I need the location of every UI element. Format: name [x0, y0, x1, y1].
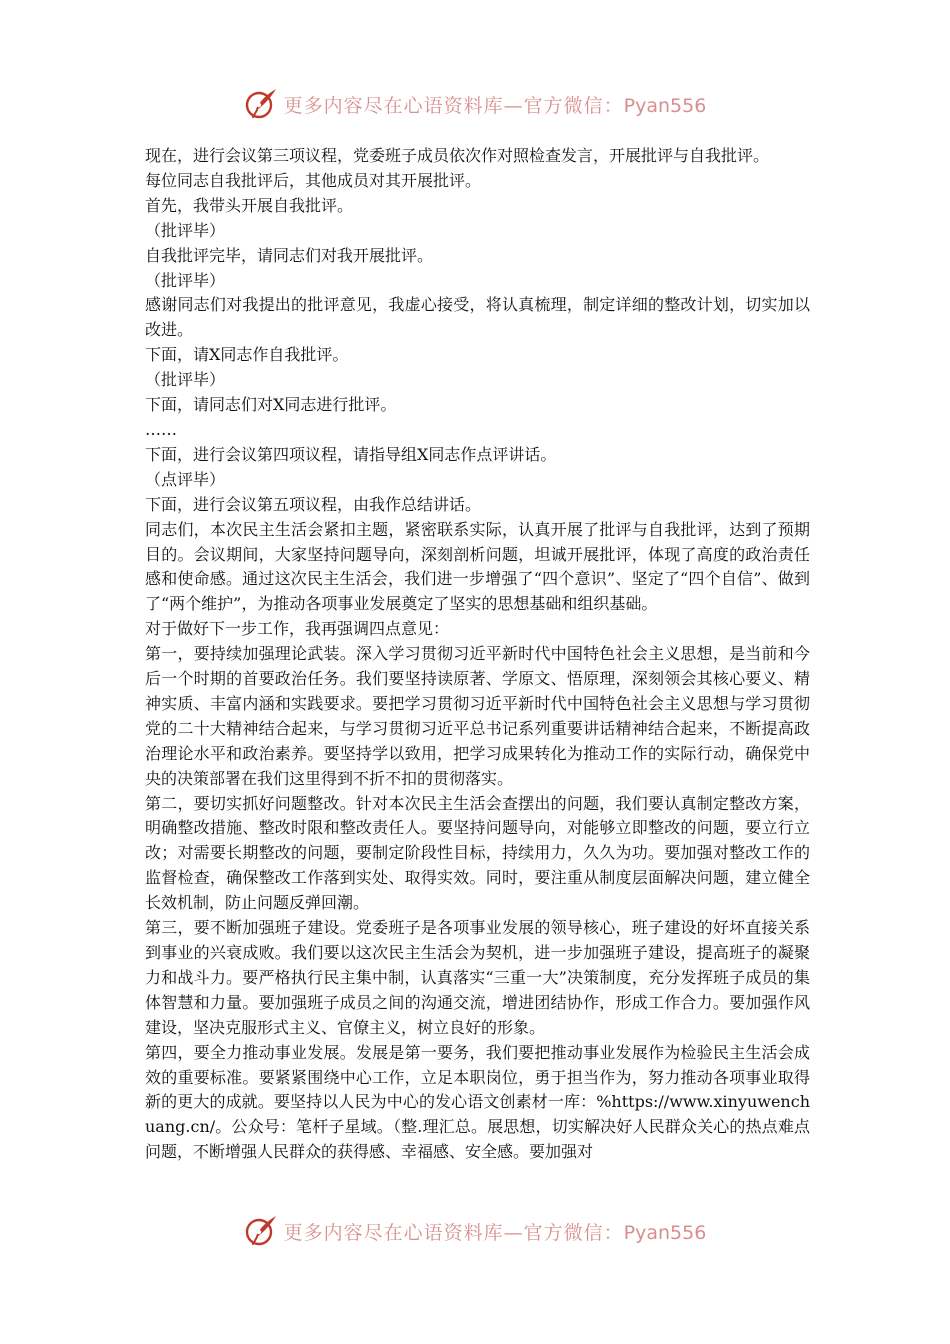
paragraph: 下面，请X同志作自我批评。 — [145, 345, 349, 365]
quill-logo-icon — [244, 87, 278, 121]
header-watermark-banner — [0, 84, 950, 124]
paragraph: 第三，要不断加强班子建设。党委班子是各项事业发展的领导核心，班子建设的好坏直接关系到事业的兴衰成败。我们要以这次民主生活会为契机，进一步加强班子建设，提高班子的凝聚力和战斗力。要严格执行民主集中制，认真落实“三重一大”决策制度，充分发挥班子成员的集体智慧和力量。要加强班子成员之间的沟通交流，增进团结协作，形成工作合力。要加强作风建设，坚决克服形式主义、官僚主义，树立良好的形象。 — [145, 918, 810, 1037]
paragraph: 下面，请同志们对X同志进行批评。 — [145, 395, 397, 415]
paragraph: 自我批评完毕，请同志们对我开展批评。 — [145, 245, 434, 265]
paragraph: 对于做好下一步工作，我再强调四点意见： — [145, 619, 450, 639]
paragraph: （批评毕） — [145, 370, 226, 390]
paragraph: （批评毕） — [145, 270, 226, 290]
paragraph: （批评毕） — [145, 220, 226, 240]
document-body — [145, 144, 810, 1165]
quill-logo-icon — [244, 1214, 278, 1248]
paragraph: 同志们，本次民主生活会紧扣主题，紧密联系实际，认真开展了批评与自我批评，达到了预期目的。会议期间，大家坚持问题导向，深刻剖析问题，坦诚开展批评，体现了高度的政治责任感和使命感。通过这次民主生活会，我们进一步增强了“四个意识”、坚定了“四个自信”、做到了“两个维护”，为推动各项事业发展奠定了坚实的思想基础和组织基础。 — [145, 519, 810, 614]
paragraph: …… — [145, 419, 177, 439]
paragraph: 每位同志自我批评后，其他成员对其开展批评。 — [145, 170, 482, 190]
header-wechat-id: Pyan556 — [623, 94, 707, 117]
paragraph: 感谢同志们对我提出的批评意见，我虚心接受，将认真梳理，制定详细的整改计划，切实加以改进。 — [145, 295, 810, 340]
paragraph: 第四，要全力推动事业发展。发展是第一要务，我们要把推动事业发展作为检验民主生活会成效的重要标准。要紧紧围绕中心工作，立足本职岗位，勇于担当作为，努力推动各项事业取得新的更大的成就。要坚持以人民为中心的发心语文创素材一库：%https://www.xinyuwenchuang.cn/。公众号：笔杆子星域。（整.理汇总。展思想，切实解决好人民群众关心的热点难点问题，不断增强人民群众的获得感、幸福感、安全感。要加强对 — [145, 1042, 810, 1162]
paragraph: 第二，要切实抓好问题整改。针对本次民主生活会查摆出的问题，我们要认真制定整改方案，明确整改措施、整改时限和整改责任人。要坚持问题导向，对能够立即整改的问题，要立行立改；对需要长期整改的问题，要制定阶段性目标，持续用力，久久为功。要加强对整改工作的监督检查，确保整改工作落到实处、取得实效。同时，要注重从制度层面解决问题，建立健全长效机制，防止问题反弹回潮。 — [145, 793, 810, 913]
paragraph: 下面，进行会议第四项议程，请指导组X同志作点评讲话。 — [145, 444, 557, 464]
paragraph: 现在，进行会议第三项议程，党委班子成员依次作对照检查发言，开展批评与自我批评。 — [145, 146, 770, 165]
paragraph: （点评毕） — [145, 469, 226, 489]
paragraph: 下面，进行会议第五项议程，由我作总结讲话。 — [145, 494, 482, 514]
header-banner-text: 更多内容尽在心语资料库—官方微信：Pyan556 — [283, 94, 707, 117]
paragraph: 首先，我带头开展自我批评。 — [145, 195, 354, 215]
paragraph: 第一，要持续加强理论武装。深入学习贯彻习近平新时代中国特色社会主义思想，是当前和今后一个时期的首要政治任务。我们要坚持读原著、学原文、悟原理，深刻领会其核心要义、精神实质、丰富内涵和实践要求。要把学习贯彻习近平新时代中国特色社会主义思想与学习贯彻党的二十大精神结合起来，与学习贯彻习近平总书记系列重要讲话精神结合起来，不断提高政治理论水平和政治素养。要坚持学以致用，把学习成果转化为推动工作的实际行动，确保党中央的决策部署在我们这里得到不折不扣的贯彻落实。 — [145, 644, 810, 788]
footer-banner-text: 更多内容尽在心语资料库—官方微信：Pyan556 — [283, 1221, 707, 1244]
footer-wechat-id: Pyan556 — [623, 1221, 707, 1244]
footer-watermark-banner — [0, 1211, 950, 1251]
